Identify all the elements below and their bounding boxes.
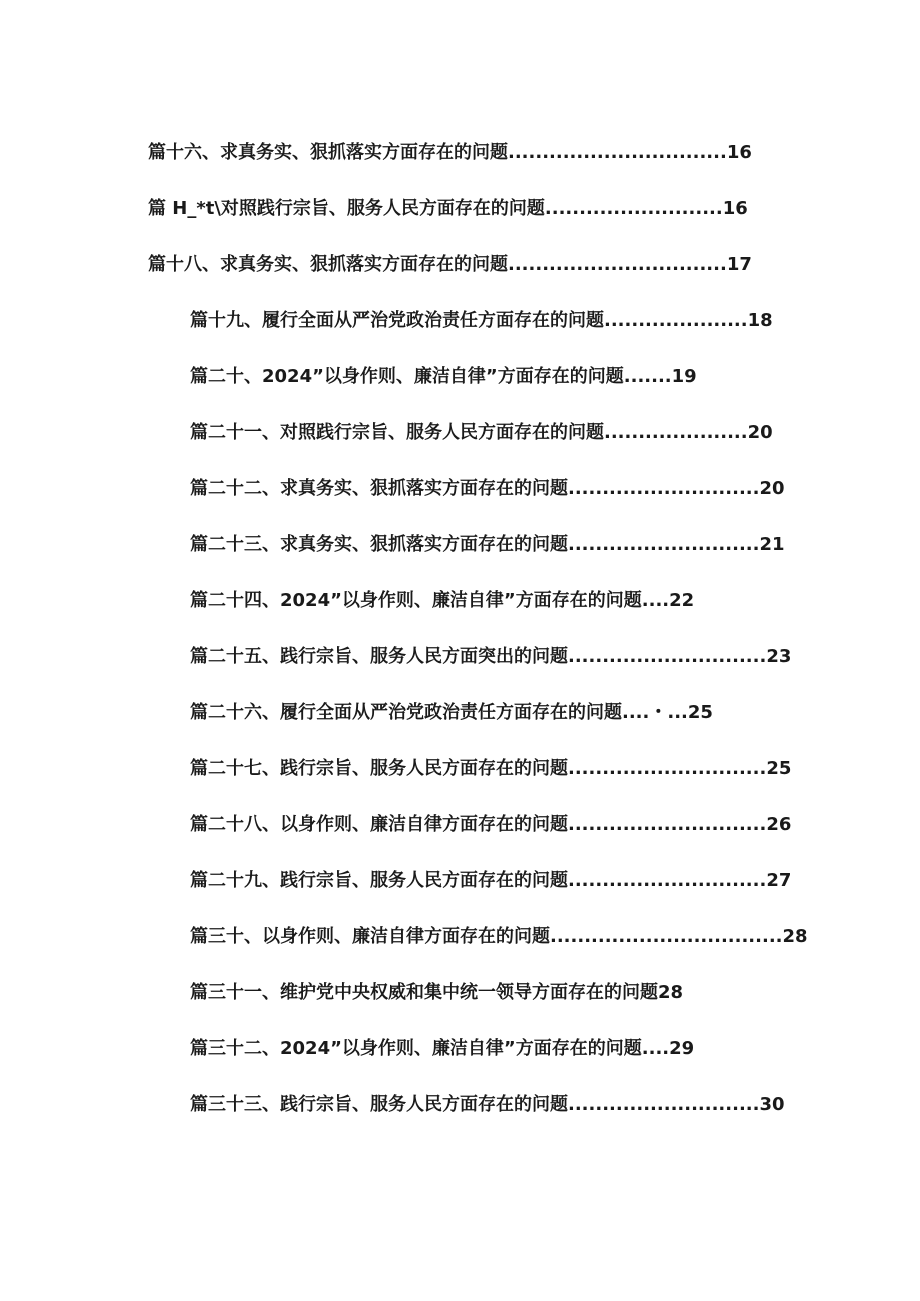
- toc-entry-leader: .............................: [568, 814, 767, 835]
- toc-entry: [190, 978, 790, 1008]
- toc-entry: [148, 194, 748, 224]
- toc-entry-page: 18: [747, 310, 773, 331]
- toc-entry: [190, 754, 790, 784]
- toc-entry: [148, 250, 752, 280]
- toc-entry-page: 20: [759, 478, 785, 499]
- toc-entry: [190, 306, 790, 336]
- toc-entry: [190, 1034, 790, 1064]
- toc-entry: [190, 362, 790, 392]
- toc-entry-title: 篇三十、以身作则、廉洁自律方面存在的问题: [190, 926, 550, 947]
- toc-entry-leader: .....................: [604, 310, 748, 331]
- toc-entry-page: 21: [759, 534, 785, 555]
- toc-entry-page: 28: [782, 926, 808, 947]
- toc-entry-leader: ................................: [508, 142, 727, 163]
- toc-entry: [190, 418, 790, 448]
- toc-entry-leader: ............................: [568, 1094, 760, 1115]
- toc-entry-title: 篇二十六、履行全面从严治党政治责任方面存在的问题: [190, 702, 622, 723]
- toc-entry-page: 25: [766, 758, 792, 779]
- toc-entry-page: 30: [759, 1094, 785, 1115]
- toc-entry-leader: .............................: [568, 646, 767, 667]
- toc-entry-leader: ....: [641, 590, 670, 611]
- toc-entry-title: 篇二十二、求真务实、狠抓落实方面存在的问题: [190, 478, 568, 499]
- toc-entry-title: 篇三十三、践行宗旨、服务人民方面存在的问题: [190, 1094, 568, 1115]
- toc-entry: [190, 530, 790, 560]
- toc-entry: [190, 586, 790, 616]
- toc-entry-leader: ................................: [508, 254, 727, 275]
- toc-entry-leader: ....: [641, 1038, 670, 1059]
- toc-entry-title: 篇三十二、2024”以身作则、廉洁自律”方面存在的问题: [190, 1038, 642, 1059]
- toc-entry-page: 17: [726, 254, 752, 275]
- toc-entry-title: 篇二十八、以身作则、廉洁自律方面存在的问题: [190, 814, 568, 835]
- toc-entry-title: 篇三十一、维护党中央权威和集中统一领导方面存在的问题: [190, 982, 658, 1003]
- toc-entry: [190, 866, 790, 896]
- toc-entry-title: 篇二十一、对照践行宗旨、服务人民方面存在的问题: [190, 422, 604, 443]
- toc-entry-page: 22: [669, 590, 695, 611]
- toc-entry: [190, 642, 790, 672]
- toc-entry-page: 19: [671, 366, 697, 387]
- toc-entry-page: 28: [658, 982, 684, 1003]
- toc-entry-leader: .............................: [568, 758, 767, 779]
- toc-entry-leader: ............................: [568, 534, 760, 555]
- toc-entry-title: 篇十九、履行全面从严治党政治责任方面存在的问题: [190, 310, 604, 331]
- toc-entry-page: 26: [766, 814, 792, 835]
- toc-entry-title: 篇二十五、践行宗旨、服务人民方面突出的问题: [190, 646, 568, 667]
- toc-entry-page: 16: [722, 198, 748, 219]
- toc-entry-title: 篇 H_*t\对照践行宗旨、服务人民方面存在的问题: [148, 198, 545, 219]
- toc-entry-leader: .......: [623, 366, 672, 387]
- toc-entry-leader: ..................................: [550, 926, 783, 947]
- toc-entry-leader: ..........................: [544, 198, 723, 219]
- toc-entry-title: 篇二十三、求真务实、狠抓落实方面存在的问题: [190, 534, 568, 555]
- toc-entry: [190, 1090, 790, 1120]
- toc-entry-title: 篇二十七、践行宗旨、服务人民方面存在的问题: [190, 758, 568, 779]
- toc-entry-page: 25: [687, 702, 713, 723]
- toc-entry-page: 27: [766, 870, 792, 891]
- toc-entry: [190, 474, 790, 504]
- toc-entry: [190, 810, 790, 840]
- toc-entry-title: 篇十六、求真务实、狠抓落实方面存在的问题: [148, 142, 508, 163]
- toc-entry: [148, 138, 752, 168]
- toc-entry: [190, 922, 808, 952]
- toc-entry-title: 篇十八、求真务实、狠抓落实方面存在的问题: [148, 254, 508, 275]
- toc-entry-leader: .....................: [604, 422, 748, 443]
- toc-entry-page: 29: [669, 1038, 695, 1059]
- toc-entry-title: 篇二十九、践行宗旨、服务人民方面存在的问题: [190, 870, 568, 891]
- toc-entry-page: 16: [726, 142, 752, 163]
- toc-entry-title: 篇二十四、2024”以身作则、廉洁自律”方面存在的问题: [190, 590, 642, 611]
- toc-entry-title: 篇二十、2024”以身作则、廉洁自律”方面存在的问题: [190, 366, 624, 387]
- toc-entry-page: 20: [747, 422, 773, 443]
- toc-entry-leader: ............................: [568, 478, 760, 499]
- toc-entry: [190, 698, 790, 728]
- toc-entry-page: 23: [766, 646, 792, 667]
- toc-entry-leader: .............................: [568, 870, 767, 891]
- toc-entry-leader: ....・...: [622, 702, 688, 723]
